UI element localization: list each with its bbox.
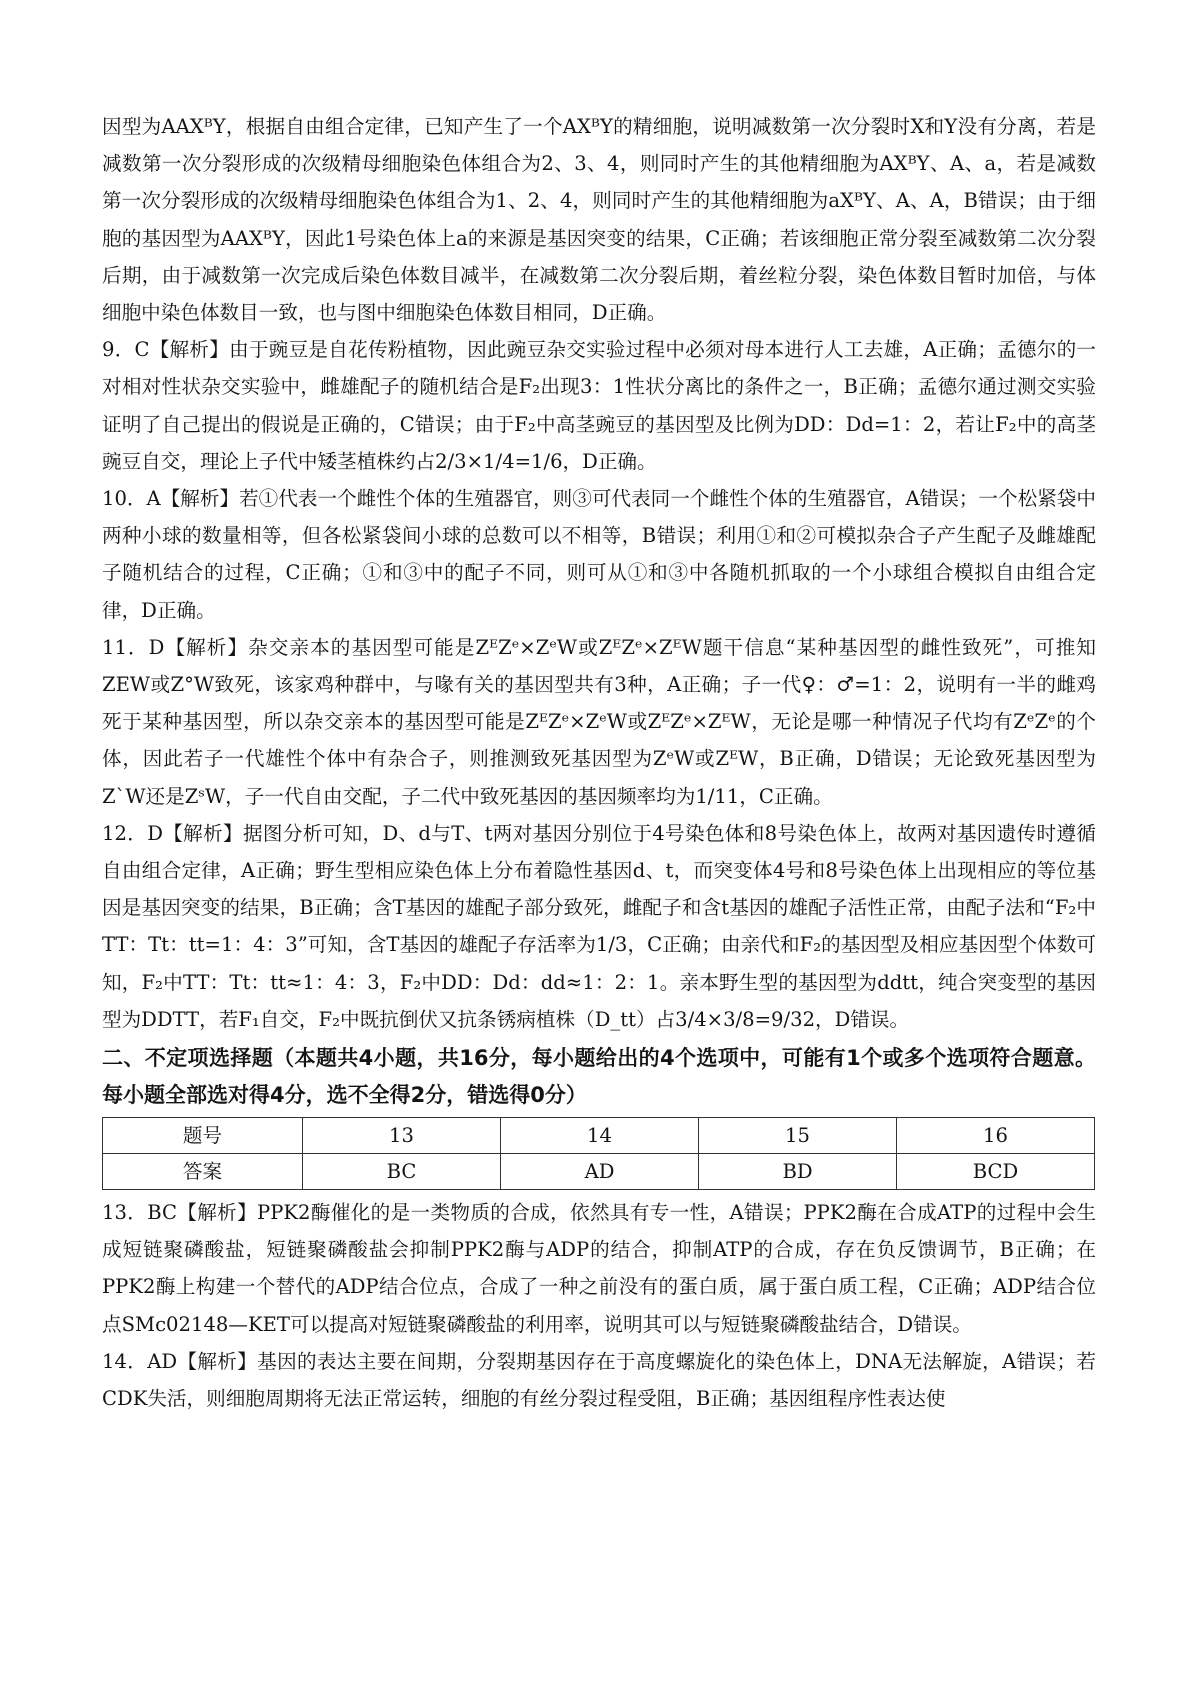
answer-cell: BC: [303, 1154, 501, 1190]
question-number-cell: 14: [501, 1118, 699, 1154]
table-row: [103, 1118, 1095, 1154]
answer-table: [102, 1117, 1095, 1190]
paragraph-q8-continued: 因型为AAXᴮY，根据自由组合定律，已知产生了一个AXᴮY的精细胞，说明减数第一次分裂时X和Y没有分离，若是减数第一次分裂形成的次级精母细胞染色体组合为2、3、4，则同时产生的其他精细胞为AXᴮY、A、a，若是减数第一次分裂形成的次级精母细胞染色体组合为1、2、4，则同时产生的其他精细胞为aXᴮY、A、A，B错误；由于细胞的基因型为AAXᴮY，因此1号染色体上a的来源是基因突变的结果，C正确；若该细胞正常分裂至减数第二次分裂后期，由于减数第一次完成后染色体数目减半，在减数第二次分裂后期，着丝粒分裂，染色体数目暂时加倍，与体细胞中染色体数目一致，也与图中细胞染色体数目相同，D正确。: [102, 115, 1096, 325]
question-number-cell: 15: [699, 1118, 897, 1154]
question-number-cell: 13: [303, 1118, 501, 1154]
answer-cell: AD: [501, 1154, 699, 1190]
paragraph-q9: 9．C【解析】由于豌豆是自花传粉植物，因此豌豆杂交实验过程中必须对母本进行人工去雄，A正确；孟德尔的一对相对性状杂交实验中，雌雄配子的随机结合是F₂出现3：1性状分离比的条件之一，B正确；孟德尔通过测交实验证明了自己提出的假说是正确的，C错误；由于F₂中高茎豌豆的基因型及比例为DD：Dd=1：2，若让F₂中的高茎豌豆自交，理论上子代中矮茎植株约占2/3×1/4=1/6，D正确。: [102, 338, 1096, 473]
paragraph-q11: 11．D【解析】杂交亲本的基因型可能是ZᴱZᵉ×ZᵉW或ZᴱZᵉ×ZᴱW题干信息“某种基因型的雌性致死”，可推知ZEW或Z°W致死，该家鸡种群中，与喙有关的基因型共有3种，A正确；子一代♀：♂=1：2，说明有一半的雌鸡死于某种基因型，所以杂交亲本的基因型可能是ZᴱZᵉ×ZᵉW或ZᴱZᵉ×ZᴱW，无论是哪一种情况子代均有ZᵉZᵉ的个体，因此若子一代雄性个体中有杂合子，则推测致死基因型为ZᵉW或ZᴱW，B正确，D错误；无论致死基因型为Z`W还是ZˢW，子一代自由交配，子二代中致死基因的基因频率均为1/11，C正确。: [102, 635, 1097, 808]
section-heading-multiple-choice: 二、不定项选择题（本题共4小题，共16分，每小题给出的4个选项中，可能有1个或多个选项符合题意。每小题全部选对得4分，选不全得2分，错选得0分）: [102, 1046, 1096, 1108]
table-header-cell: 题号: [103, 1118, 303, 1154]
paragraph-q13: 13．BC【解析】PPK2酶催化的是一类物质的合成，依然具有专一性，A错误；PPK2酶在合成ATP的过程中会生成短链聚磷酸盐，短链聚磷酸盐会抑制PPK2酶与ADP的结合，抑制ATP的合成，存在负反馈调节，B正确；在PPK2酶上构建一个替代的ADP结合位点，合成了一种之前没有的蛋白质，属于蛋白质工程，C正确；ADP结合位点SMc02148—KET可以提高对短链聚磷酸盐的利用率，说明其可以与短链聚磷酸盐结合，D错误。: [102, 1201, 1096, 1336]
paragraph-q12: 12．D【解析】据图分析可知，D、d与T、t两对基因分别位于4号染色体和8号染色体上，故两对基因遗传时遵循自由组合定律，A正确；野生型相应染色体上分布着隐性基因d、t，而突变体4号和8号染色体上出现相应的等位基因是基因突变的结果，B正确；含T基因的雄配子部分致死，雌配子和含t基因的雄配子活性正常，由配子法和“F₂中TT：Tt：tt=1：4：3”可知，含T基因的雄配子存活率为1/3，C正确；由亲代和F₂的基因型及相应基因型个体数可知，F₂中TT：Tt：tt≈1：4：3，F₂中DD：Dd：dd≈1：2：1。亲本野生型的基因型为ddtt，纯合突变型的基因型为DDTT，若F₁自交，F₂中既抗倒伏又抗条锈病植株（D_tt）占3/4×3/8=9/32，D错误。: [102, 821, 1096, 1031]
paragraph-q10: 10．A【解析】若①代表一个雌性个体的生殖器官，则③可代表同一个雌性个体的生殖器官，A错误；一个松紧袋中两种小球的数量相等，但各松紧袋间小球的总数可以不相等，B错误；利用①和②可模拟杂合子产生配子及雌雄配子随机结合的过程，C正确；①和③中的配子不同，则可从①和③中各随机抓取的一个小球组合模拟自由组合定律，D正确。: [102, 487, 1096, 622]
table-row: [103, 1154, 1095, 1190]
paragraph-q14: 14．AD【解析】基因的表达主要在间期，分裂期基因存在于高度螺旋化的染色体上，DNA无法解旋，A错误；若CDK失活，则细胞周期将无法正常运转，细胞的有丝分裂过程受阻，B正确；基因组程序性表达使: [102, 1349, 1096, 1411]
question-number-cell: 16: [897, 1118, 1095, 1154]
table-header-cell: 答案: [103, 1154, 303, 1190]
answer-cell: BCD: [897, 1154, 1095, 1190]
answer-cell: BD: [699, 1154, 897, 1190]
